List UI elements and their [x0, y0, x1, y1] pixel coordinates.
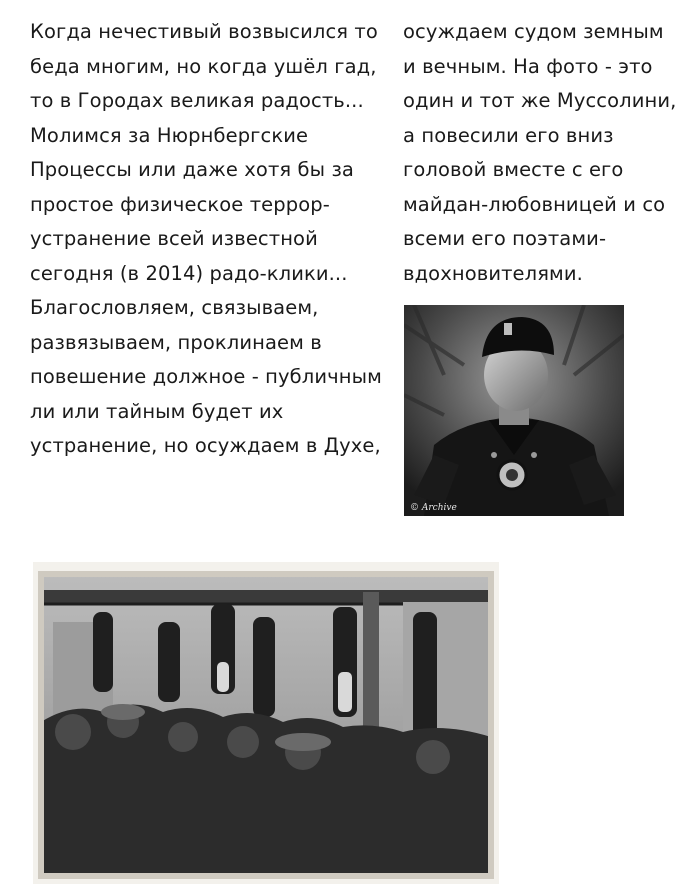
- text-line: осуждаем судом земным: [403, 20, 664, 43]
- text-line: один и тот же Муссолини,: [403, 89, 677, 112]
- text-line: Процессы или даже хотя бы за: [30, 158, 354, 181]
- text-line: развязываем, проклинаем в: [30, 330, 322, 354]
- text-line: вдохновителями.: [403, 261, 583, 285]
- text-line: Благословляем, связываем,: [30, 296, 319, 319]
- text-line: сегодня (в 2014) радо-клики...: [30, 261, 348, 285]
- text-line: Молимся за Нюрнбергские: [30, 123, 309, 147]
- text-line: всеми его поэтами-: [403, 227, 607, 250]
- text-line: ли или тайным будет их: [30, 399, 284, 423]
- crowd-photo: [33, 562, 499, 884]
- text-line: повешение должное - публичным: [30, 365, 382, 388]
- text-line: головой вместе с его: [403, 158, 624, 181]
- portrait-illustration: [404, 305, 624, 516]
- crowd-illustration: [33, 562, 499, 884]
- text-line: устранение, но осуждаем в Духе,: [30, 434, 381, 457]
- text-line: а повесили его вниз: [403, 123, 614, 147]
- text-line: то в Городах великая радость...: [30, 89, 364, 112]
- text-line: беда многим, но когда ушёл гад,: [30, 54, 377, 78]
- text-line: Когда нечестивый возвысился то: [30, 20, 378, 43]
- text-line: простое физическое террор-: [30, 192, 330, 216]
- right-text-column: [403, 15, 676, 291]
- portrait-photo: [404, 305, 624, 516]
- left-text-column: [30, 15, 382, 464]
- photo-caption: © Archive: [410, 503, 457, 513]
- text-line: и вечным. На фото - это: [403, 54, 653, 78]
- text-line: майдан-любовницей и со: [403, 192, 666, 216]
- text-line: устранение всей известной: [30, 227, 318, 250]
